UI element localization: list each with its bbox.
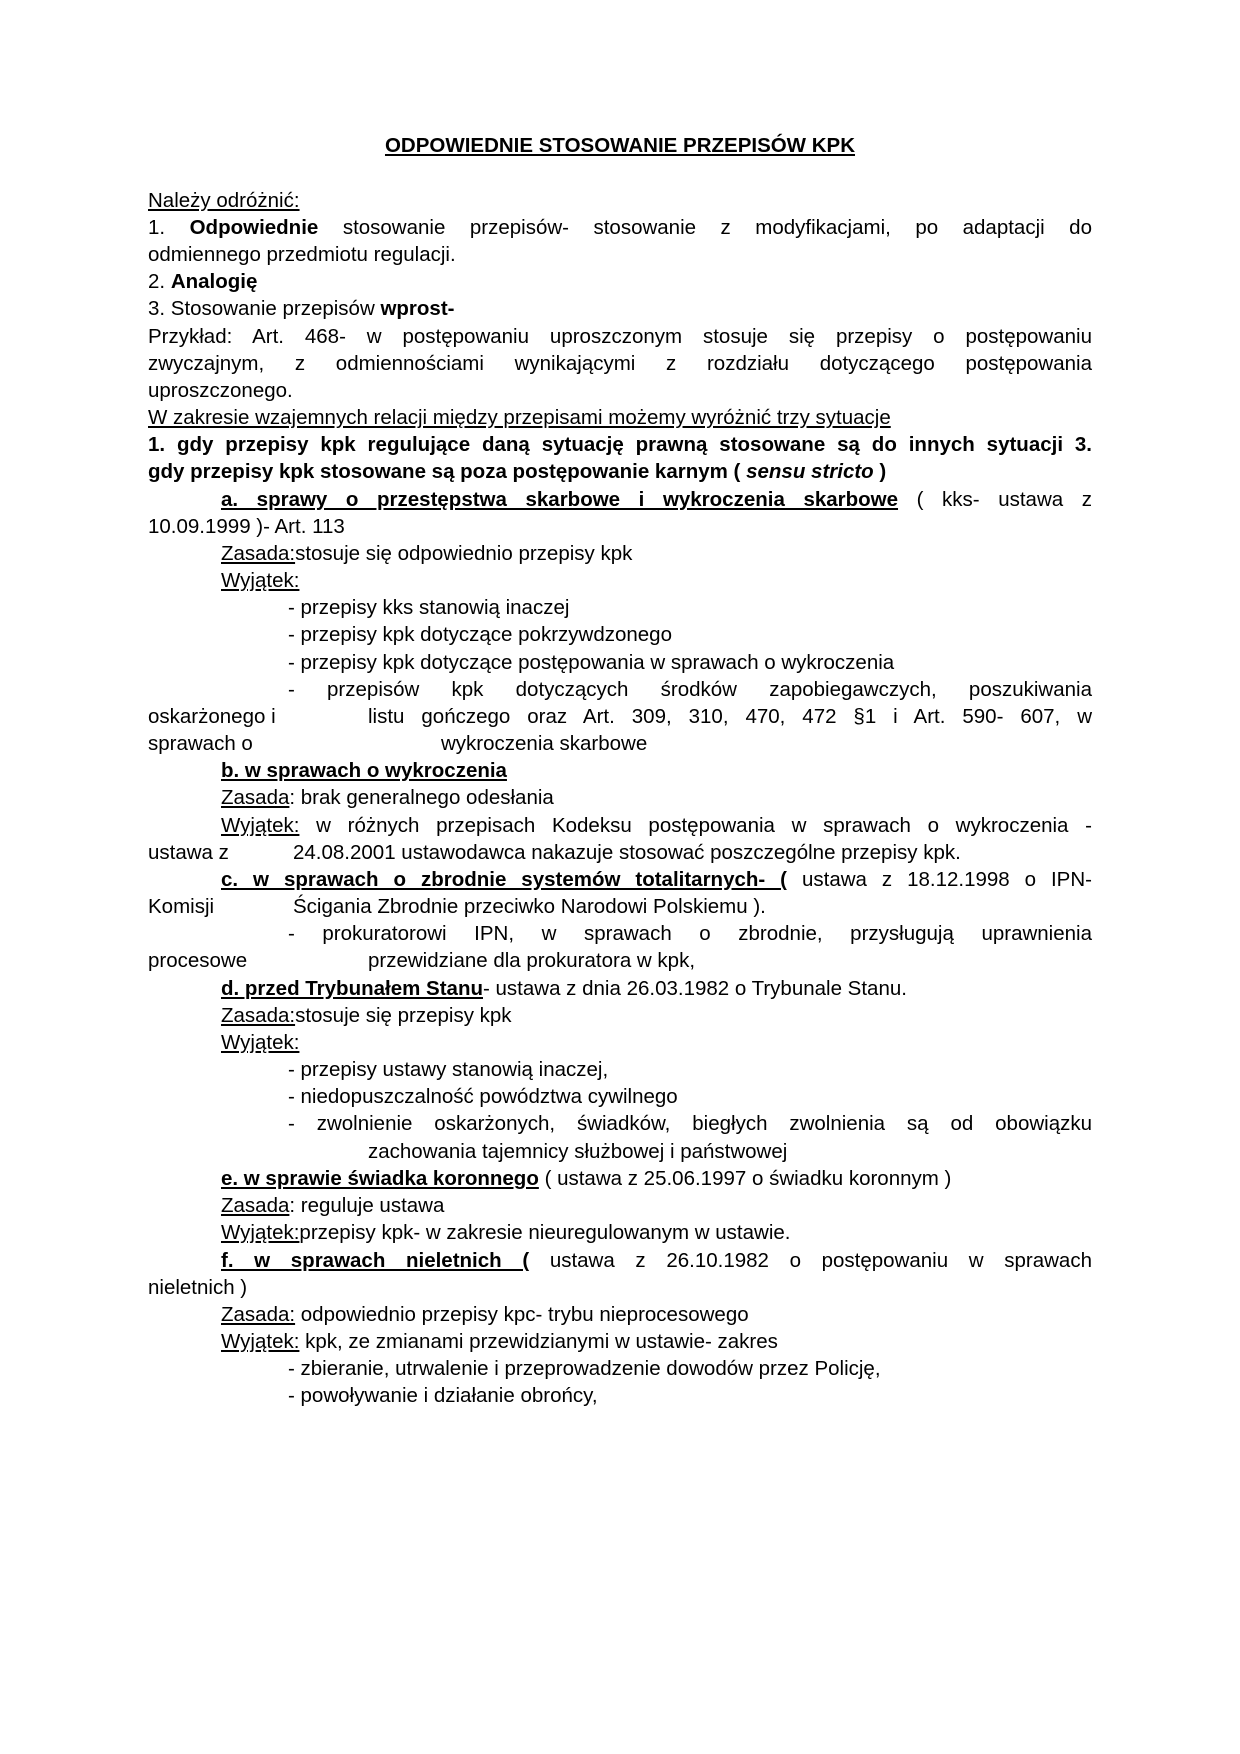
section-b-cont-right: 24.08.2001 ustawodawca nakazuje stosować poszczególne przepisy kpk. bbox=[293, 841, 961, 864]
section-d-rule: Zasada:stosuje się przepisy kpk bbox=[221, 1004, 512, 1027]
section-b-rule: Zasada: brak generalnego odesłania bbox=[221, 786, 554, 809]
section-d-exception-3: - zwolnienie oskarżonych, świadków, biegłych zwolnienia są od obowiązku bbox=[288, 1112, 1092, 1135]
section-c-heading: c. w sprawach o zbrodnie systemów totalitarnych- ( ustawa z 18.12.1998 o IPN- bbox=[221, 868, 1092, 891]
section-c-cont-right: Ścigania Zbrodnie przeciwko Narodowi Polskiemu ). bbox=[293, 895, 766, 918]
section-d-exception-1: - przepisy ustawy stanowią inaczej, bbox=[288, 1058, 609, 1081]
section-d-heading: d. przed Trybunałem Stanu- ustawa z dnia 26.03.1982 o Trybunale Stanu. bbox=[221, 977, 907, 1000]
section-c-item-left: procesowe bbox=[148, 949, 248, 972]
bold-line-1: 1. gdy przepisy kpk regulujące daną sytuację prawną stosowane są do innych sytuacji 3. bbox=[148, 433, 1092, 456]
page-title: ODPOWIEDNIE STOSOWANIE PRZEPISÓW KPK bbox=[384, 134, 856, 157]
section-a-exception-label: Wyjątek: bbox=[221, 569, 300, 592]
section-a-exception-3: - przepisy kpk dotyczące postępowania w sprawach o wykroczenia bbox=[288, 651, 895, 674]
example-line-1: Przykład: Art. 468- w postępowaniu uproszczonym stosuje się przepisy o postępowaniu bbox=[148, 325, 1092, 348]
example-line-3: uproszczonego. bbox=[148, 379, 293, 402]
section-a-rule: Zasada:stosuje się odpowiednio przepisy kpk bbox=[221, 542, 633, 565]
intro-item-1-cont: odmiennego przedmiotu regulacji. bbox=[148, 243, 456, 266]
section-a-heading: a. sprawy o przestępstwa skarbowe i wykroczenia skarbowe ( kks- ustawa z bbox=[221, 488, 1092, 511]
section-a-exception-4-left: oskarżonego i bbox=[148, 705, 276, 728]
section-e-heading: e. w sprawie świadka koronnego ( ustawa z 25.06.1997 o świadku koronnym ) bbox=[221, 1167, 952, 1190]
intro-item-1: 1. Odpowiednie stosowanie przepisów- stosowanie z modyfikacjami, po adaptacji do bbox=[148, 216, 1092, 239]
relations-heading: W zakresie wzajemnych relacji między przepisami możemy wyróżnić trzy sytuacje bbox=[148, 406, 891, 429]
section-f-exception-1: - zbieranie, utrwalenie i przeprowadzenie dowodów przez Policję, bbox=[288, 1357, 881, 1380]
section-a-exception-4-left-2: sprawach o bbox=[148, 732, 253, 755]
section-a-exception-4: - przepisów kpk dotyczących środków zapobiegawczych, poszukiwania bbox=[288, 678, 1092, 701]
section-f-heading: f. w sprawach nieletnich ( ustawa z 26.10.1982 o postępowaniu w sprawach bbox=[221, 1249, 1092, 1272]
section-a-exception-4-right-2: wykroczenia skarbowe bbox=[441, 732, 648, 755]
section-c-item: - prokuratorowi IPN, w sprawach o zbrodnie, przysługują uprawnienia bbox=[288, 922, 1092, 945]
section-c-cont-left: Komisji bbox=[148, 895, 215, 918]
intro-item-3: 3. Stosowanie przepisów wprost- bbox=[148, 297, 455, 320]
section-d-exception-label: Wyjątek: bbox=[221, 1031, 300, 1054]
section-a-exception-2: - przepisy kpk dotyczące pokrzywdzonego bbox=[288, 623, 672, 646]
section-b-heading: b. w sprawach o wykroczenia bbox=[221, 759, 507, 782]
section-e-rule: Zasada: reguluje ustawa bbox=[221, 1194, 445, 1217]
example-line-2: zwyczajnym, z odmiennościami wynikającymi z rozdziału dotyczącego postępowania bbox=[148, 352, 1092, 375]
section-f-rule: Zasada: odpowiednio przepisy kpc- trybu nieprocesowego bbox=[221, 1303, 749, 1326]
section-a-cont: 10.09.1999 )- Art. 113 bbox=[148, 515, 345, 538]
section-b-exception: Wyjątek: w różnych przepisach Kodeksu postępowania w sprawach o wykroczenia - bbox=[221, 814, 1092, 837]
section-c-item-right: przewidziane dla prokuratora w kpk, bbox=[368, 949, 696, 972]
section-f-cont: nieletnich ) bbox=[148, 1276, 248, 1299]
intro-item-2: 2. Analogię bbox=[148, 270, 258, 293]
section-d-exception-2: - niedopuszczalność powództwa cywilnego bbox=[288, 1085, 678, 1108]
bold-line-2: gdy przepisy kpk stosowane są poza postępowanie karnym ( sensu stricto ) bbox=[148, 460, 887, 483]
section-b-cont-left: ustawa z bbox=[148, 841, 229, 864]
section-e-exception: Wyjątek:przepisy kpk- w zakresie nieuregulowanym w ustawie. bbox=[221, 1221, 791, 1244]
section-f-exception-2: - powoływanie i działanie obrońcy, bbox=[288, 1384, 598, 1407]
section-d-exception-3-cont: zachowania tajemnicy służbowej i państwowej bbox=[368, 1140, 788, 1163]
intro-heading: Należy odróżnić: bbox=[148, 189, 300, 212]
section-f-exception: Wyjątek: kpk, ze zmianami przewidzianymi w ustawie- zakres bbox=[221, 1330, 778, 1353]
section-a-exception-1: - przepisy kks stanowią inaczej bbox=[288, 596, 570, 619]
section-a-exception-4-right: listu gończego oraz Art. 309, 310, 470, 472 §1 i Art. 590- 607, w bbox=[368, 705, 1092, 728]
